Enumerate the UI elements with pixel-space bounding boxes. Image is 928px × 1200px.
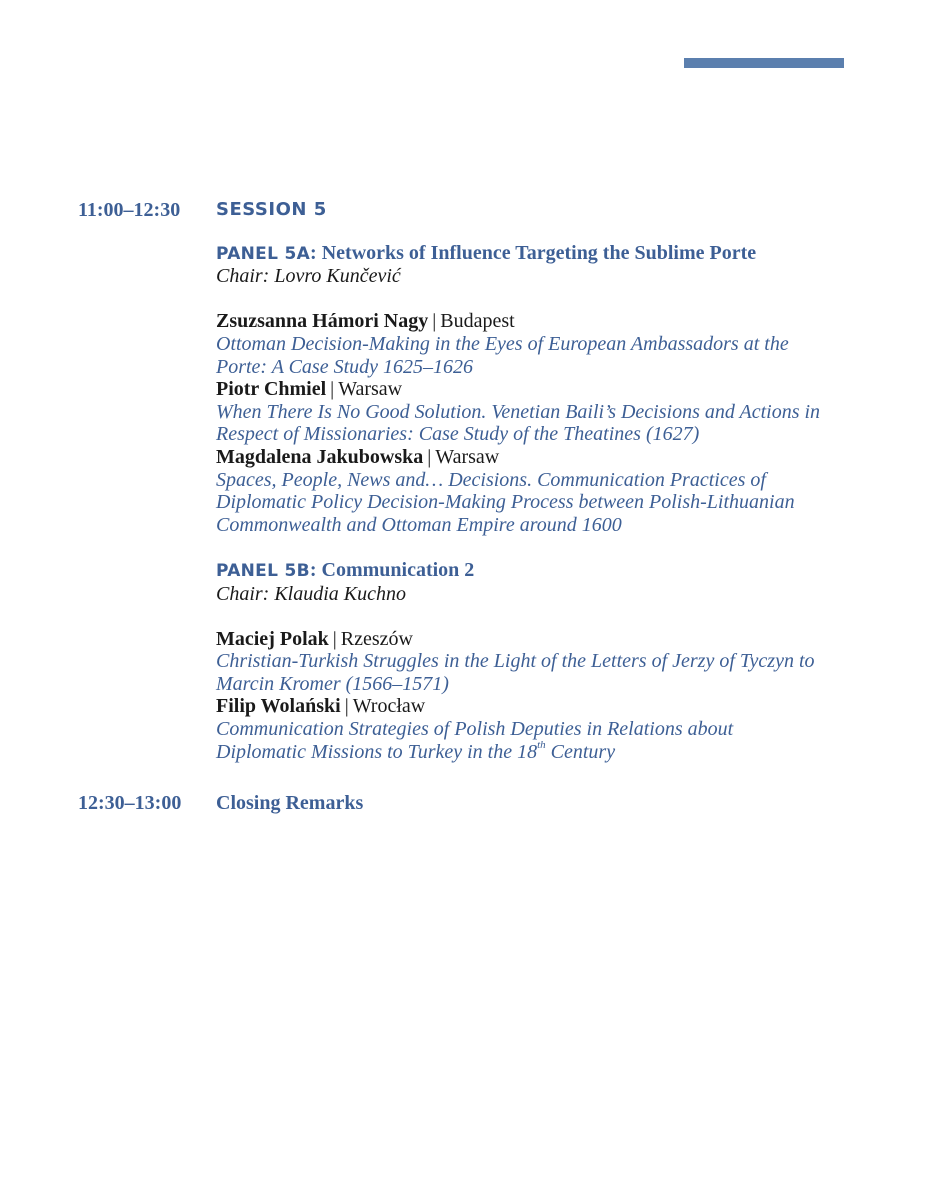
speaker-entry (216, 695, 856, 718)
panel-5b-title: : Communication 2 (309, 558, 475, 581)
panel-5b-heading (216, 559, 856, 583)
speaker-city: Wrocław (352, 695, 426, 718)
panel-5a-heading (216, 242, 856, 266)
panel-5a-chair: Chair: Lovro Kunčević (216, 265, 401, 288)
speaker-name: Zsuzsanna Hámori Nagy (216, 310, 429, 333)
closing-title: Closing Remarks (216, 792, 364, 814)
speaker-name: Piotr Chmiel (216, 378, 327, 401)
panel-5b-chair: Chair: Klaudia Kuchno (216, 582, 407, 605)
separator: | (427, 445, 432, 468)
speaker-entry (216, 628, 856, 651)
talk-title-line: Respect of Missionaries: Case Study of the Theatines (1627) (216, 423, 700, 446)
speaker-city: Rzeszów (340, 627, 413, 650)
speaker-entry (216, 378, 856, 401)
talk-title-line: Ottoman Decision-Making in the Eyes of European Ambassadors at the (216, 332, 789, 355)
panel-5a-tag: PANEL 5A (216, 243, 311, 264)
talk-title-line: Communication Strategies of Polish Deputies in Relations about (216, 718, 734, 741)
closing-time: 12:30–13:00 (78, 792, 182, 814)
speaker-city: Warsaw (338, 378, 403, 401)
session-5-block (216, 199, 856, 763)
talk-title-line: Marcin Kromer (1566–1571) (216, 672, 449, 695)
speaker-entry (216, 446, 856, 469)
session-5-time: 11:00–12:30 (78, 199, 181, 221)
separator: | (330, 378, 335, 401)
separator: | (432, 310, 437, 333)
separator: | (344, 695, 349, 718)
talk-title-text: Century (545, 740, 616, 763)
talk-title-line: Porte: A Case Study 1625–1626 (216, 355, 474, 378)
header-accent-bar (684, 58, 844, 68)
session-5-title: SESSION 5 (216, 199, 327, 220)
talk-title-line: Spaces, People, News and… Decisions. Communication Practices of (216, 468, 766, 491)
speaker-city: Budapest (440, 310, 515, 333)
talk-title-text: Diplomatic Missions to Turkey in the 18 (216, 740, 538, 763)
talk-title-line: Christian-Turkish Struggles in the Light of the Letters of Jerzy of Tyczyn to (216, 650, 815, 673)
talk-title-line: Commonwealth and Ottoman Empire around 1600 (216, 513, 622, 536)
speaker-city: Warsaw (435, 445, 500, 468)
ordinal-suffix: th (537, 739, 546, 751)
panel-5a-title: : Networks of Influence Targeting the Sublime Porte (310, 241, 757, 264)
separator: | (332, 627, 337, 650)
speaker-name: Filip Wolański (216, 695, 341, 718)
talk-title-line (216, 741, 856, 764)
speaker-entry (216, 310, 856, 333)
speaker-name: Maciej Polak (216, 627, 329, 650)
closing-block (216, 792, 856, 815)
panel-5b-tag: PANEL 5B (216, 560, 310, 581)
speaker-name: Magdalena Jakubowska (216, 445, 424, 468)
talk-title-line: Diplomatic Policy Decision-Making Process between Polish-Lithuanian (216, 491, 795, 514)
talk-title-line: When There Is No Good Solution. Venetian Baili’s Decisions and Actions in (216, 400, 821, 423)
